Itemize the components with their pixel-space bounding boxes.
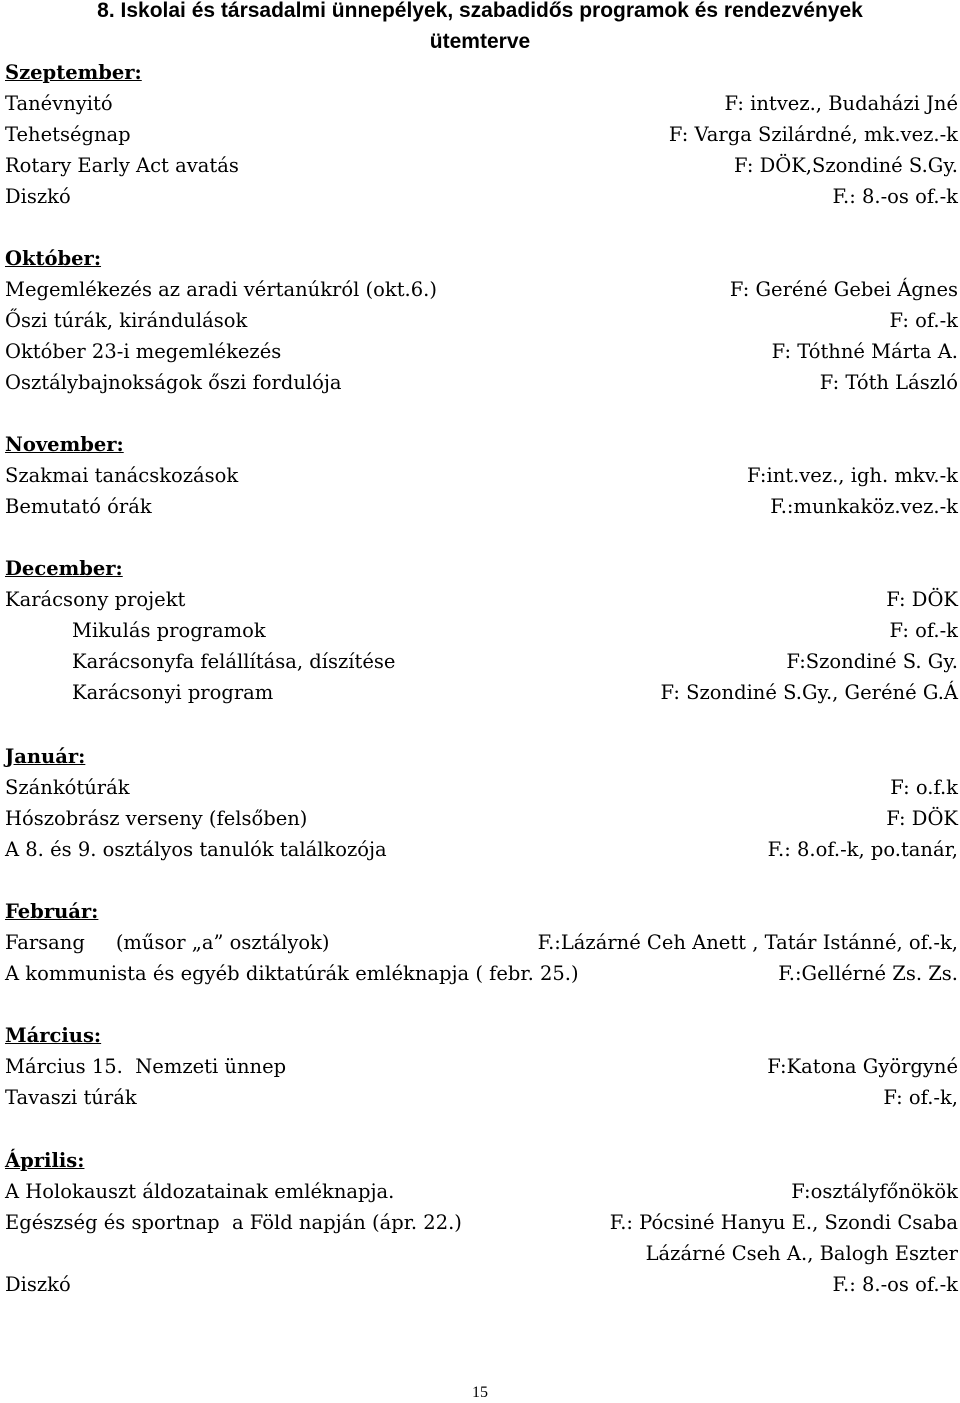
event-label: Rotary Early Act avatás — [5, 154, 239, 177]
event-label: Tavaszi túrák — [5, 1086, 137, 1109]
event-responsible: F: DÖK — [886, 588, 958, 611]
event-label: Bemutató órák — [5, 495, 152, 518]
schedule-row — [0, 1207, 958, 1238]
event-label: Diszkó — [5, 185, 71, 208]
event-responsible: F: Geréné Gebei Ágnes — [729, 278, 958, 301]
event-responsible: F:osztályfőnökök — [791, 1180, 958, 1203]
schedule-row — [0, 150, 958, 181]
event-responsible: F.: 8.-os of.-k — [832, 185, 958, 208]
schedule-row — [0, 1269, 958, 1300]
schedule-row — [0, 772, 958, 803]
schedule-row — [0, 336, 958, 367]
schedule-row — [0, 958, 958, 989]
event-label: Osztálybajnokságok őszi fordulója — [5, 371, 342, 394]
schedule-row — [0, 1051, 958, 1082]
event-label: Szánkótúrák — [5, 776, 130, 799]
event-responsible: F:int.vez., igh. mkv.-k — [747, 464, 958, 487]
event-label: A 8. és 9. osztályos tanulók találkozója — [5, 838, 387, 861]
event-label: Október 23-i megemlékezés — [5, 340, 282, 363]
event-responsible: F: o.f.k — [890, 776, 958, 799]
schedule-row — [0, 834, 958, 865]
month-heading-february: Február: — [5, 900, 99, 923]
schedule-row — [0, 491, 958, 522]
event-label: Farsang (műsor „a” osztályok) — [5, 931, 330, 954]
event-responsible: Lázárné Cseh A., Balogh Eszter — [645, 1242, 958, 1265]
event-responsible: F: Tóth László — [819, 371, 958, 394]
event-label: Karácsonyfa felállítása, díszítése — [72, 650, 396, 673]
event-label: A kommunista és egyéb diktatúrák emléknapja ( febr. 25.) — [5, 962, 579, 985]
schedule-row — [0, 88, 958, 119]
event-label: Mikulás programok — [72, 619, 266, 642]
schedule-row — [0, 803, 958, 834]
page-number: 15 — [472, 1384, 488, 1401]
schedule-row — [0, 274, 958, 305]
event-responsible: F: DÖK — [886, 807, 958, 830]
schedule-row — [0, 646, 958, 677]
month-heading-january: Január: — [5, 745, 86, 768]
schedule-row — [0, 615, 958, 646]
schedule-row — [0, 119, 958, 150]
month-heading-october: Október: — [5, 247, 102, 270]
month-heading-september: Szeptember: — [5, 61, 142, 84]
event-responsible: F:Katona Györgyné — [767, 1055, 958, 1078]
event-label: Március 15. Nemzeti ünnep — [5, 1055, 287, 1078]
schedule-row — [0, 1176, 958, 1207]
schedule-row — [0, 305, 958, 336]
event-label: Egészség és sportnap a Föld napján (ápr. 22.) — [5, 1211, 462, 1234]
schedule-row — [0, 460, 958, 491]
event-responsible: F: of.-k — [889, 619, 958, 642]
event-responsible: F: DÖK,Szondiné S.Gy. — [733, 154, 958, 177]
event-responsible: F.:Lázárné Ceh Anett , Tatár Istánné, of.-k, — [537, 931, 958, 954]
event-responsible: F.:Gellérné Zs. Zs. — [778, 962, 958, 985]
event-responsible: F.:munkaköz.vez.-k — [770, 495, 958, 518]
schedule-row — [0, 1082, 958, 1113]
schedule-row — [0, 181, 958, 212]
event-label: Őszi túrák, kirándulások — [5, 309, 248, 332]
month-heading-december: December: — [5, 557, 123, 580]
event-responsible: F: Varga Szilárdné, mk.vez.-k — [668, 123, 958, 146]
event-label: A Holokauszt áldozatainak emléknapja. — [5, 1180, 395, 1203]
event-responsible: F.: Pócsiné Hanyu E., Szondi Csaba — [609, 1211, 958, 1234]
event-label: Tehetségnap — [5, 123, 131, 146]
event-label: Tanévnyitó — [5, 92, 113, 115]
month-heading-november: November: — [5, 433, 124, 456]
schedule-row — [0, 927, 958, 958]
event-responsible: F: Tóthné Márta A. — [771, 340, 958, 363]
document-title-continued: ütemterve — [429, 30, 531, 53]
event-responsible: F: of.-k — [889, 309, 958, 332]
event-label: Karácsony projekt — [5, 588, 186, 611]
event-label: Megemlékezés az aradi vértanúkról (okt.6.) — [5, 278, 437, 301]
event-label: Szakmai tanácskozások — [5, 464, 239, 487]
month-heading-march: Március: — [5, 1024, 102, 1047]
schedule-row — [0, 584, 958, 615]
event-responsible: F:Szondiné S. Gy. — [786, 650, 958, 673]
event-responsible: F: Szondiné S.Gy., Geréné G.Á — [660, 681, 958, 704]
document-title: 8. Iskolai és társadalmi ünnepélyek, szabadidős programok és rendezvények — [97, 0, 863, 22]
schedule-row — [0, 1238, 958, 1269]
month-heading-april: Április: — [5, 1149, 85, 1172]
event-responsible: F: intvez., Budaházi Jné — [724, 92, 958, 115]
event-responsible: F.: 8.of.-k, po.tanár, — [767, 838, 958, 861]
event-responsible: F: of.-k, — [883, 1086, 958, 1109]
event-responsible: F.: 8.-os of.-k — [832, 1273, 958, 1296]
schedule-row — [0, 677, 958, 708]
event-label: Diszkó — [5, 1273, 71, 1296]
schedule-row — [0, 367, 958, 398]
event-label: Karácsonyi program — [72, 681, 274, 704]
event-label: Hószobrász verseny (felsőben) — [5, 807, 308, 830]
